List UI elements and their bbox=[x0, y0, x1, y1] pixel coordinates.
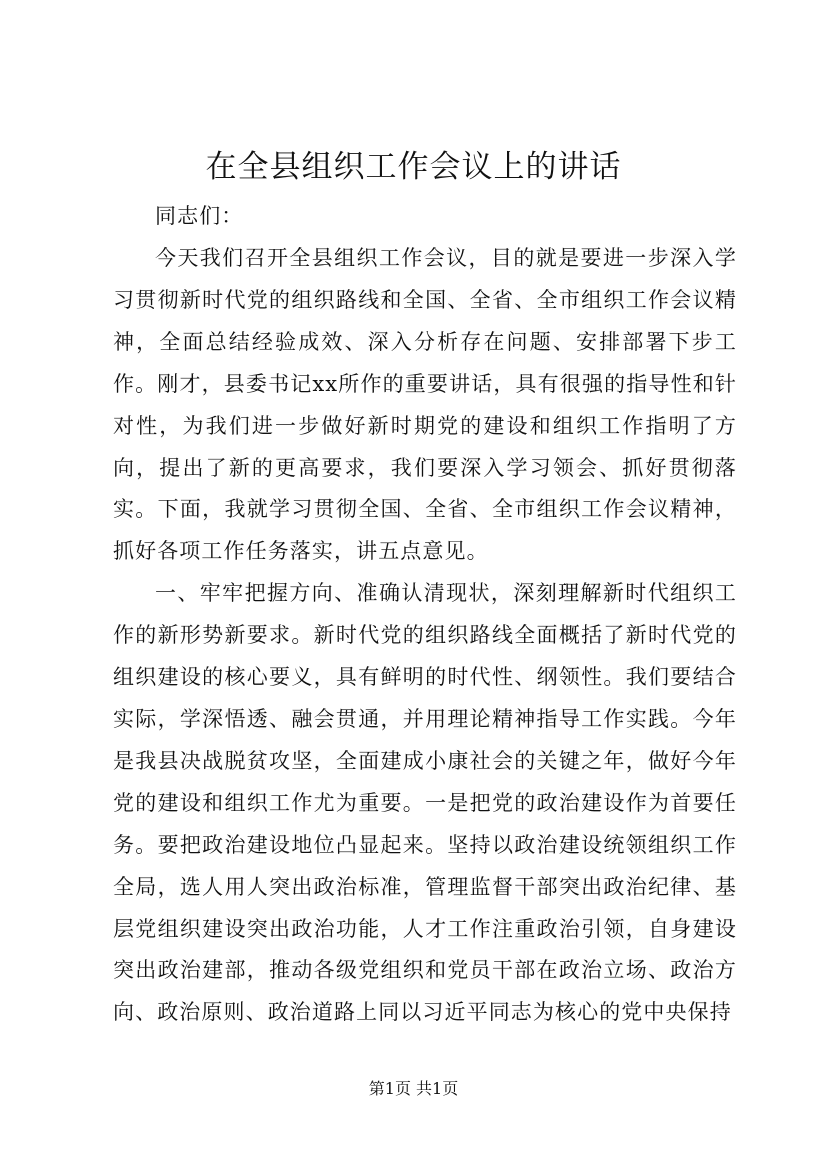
page-number-footer: 第1页 共1页 bbox=[368, 1079, 459, 1098]
greeting: 同志们： bbox=[155, 204, 244, 228]
paragraph-intro: 今天我们召开全县组织工作会议，目的就是要进一步深入学习贯彻新时代党的组织路线和全国、全省、全市组织工作会议精神，全面总结经验成效、深入分析存在问题、安排部署下步工作。刚才，县委书记xx所作的重要讲话，具有很强的指导性和针对性，为我们进一步做好新时期党的建设和组织工作指明了方向，提出了新的更高要求，我们要深入学习领会、抓好贯彻落实。下面，我就学习贯彻全国、全省、全市组织工作会议精神，抓好各项工作任务落实，讲五点意见。 bbox=[113, 246, 737, 564]
paragraph-point-one: 一、牢牢把握方向、准确认清现状，深刻理解新时代组织工作的新形势新要求。新时代党的组织路线全面概括了新时代党的组织建设的核心要义，具有鲜明的时代性、纲领性。我们要结合实际，学深悟透、融会贯通，并用理论精神指导工作实践。今年是我县决战脱贫攻坚，全面建成小康社会的关键之年，做好今年党的建设和组织工作尤为重要。一是把党的政治建设作为首要任务。要把政治建设地位凸显起来。坚持以政治建设统领组织工作全局，选人用人突出政治标准，管理监督干部突出政治纪律、基层党组织建设突出政治功能，人才工作注重政治引领，自身建设突出政治建部，推动各级党组织和党员干部在政治立场、政治方向、政治原则、政治道路上同以习近平同志为核心的党中央保持 bbox=[113, 581, 737, 1025]
document-title: 在全县组织工作会议上的讲话 bbox=[205, 149, 622, 185]
document-body bbox=[113, 196, 737, 1034]
